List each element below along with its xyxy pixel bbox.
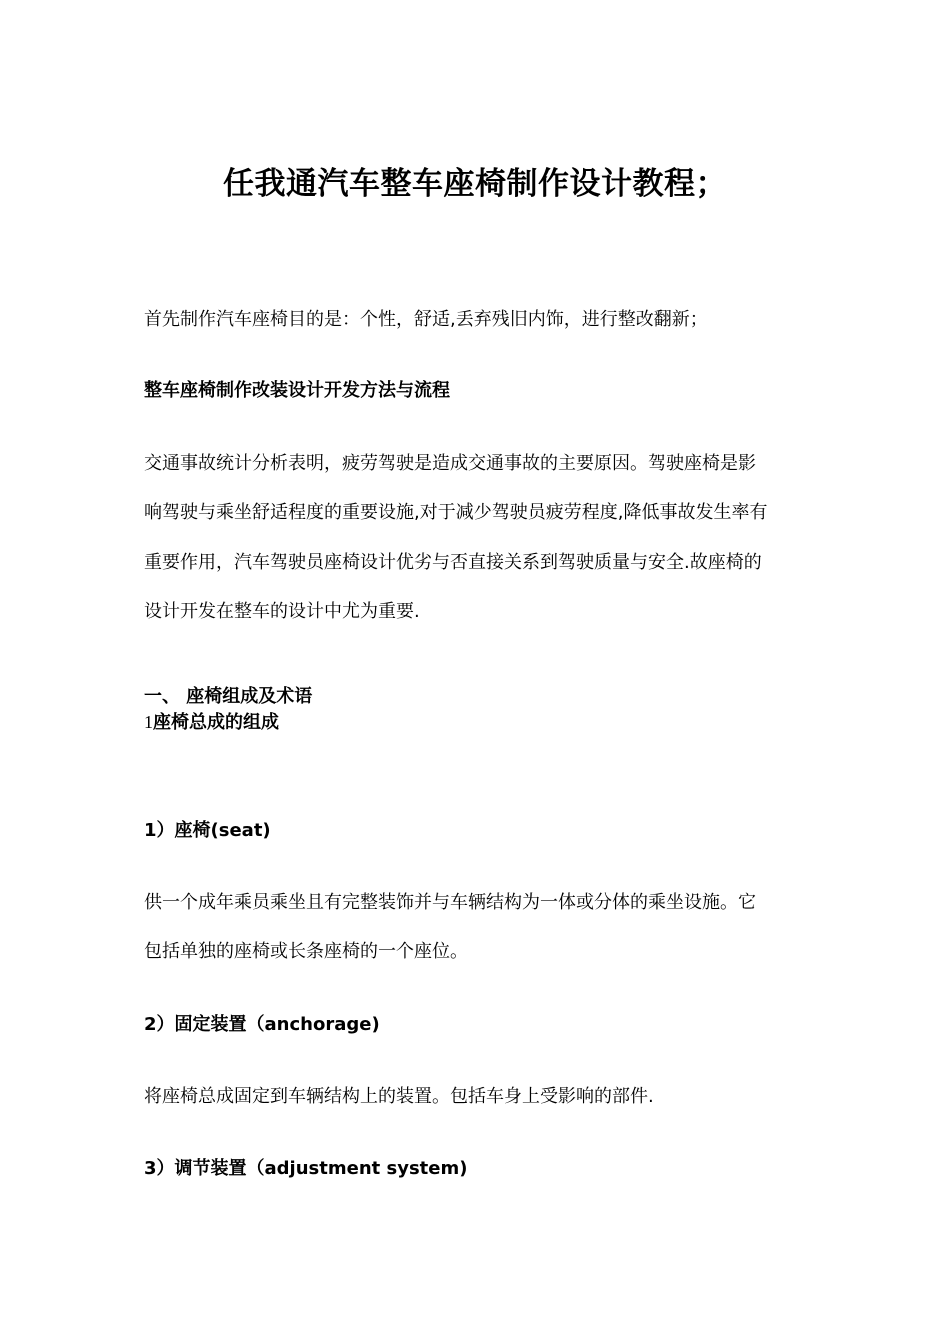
- intro-text: 首先制作汽车座椅目的是：个性，舒适,丢弃残旧内饰，进行整改翻新；: [144, 309, 708, 330]
- subsection-number: 1: [144, 712, 153, 732]
- subsection-heading: [144, 709, 279, 736]
- paragraph-line: 交通事故统计分析表明，疲劳驾驶是造成交通事故的主要原因。驾驶座椅是影: [144, 453, 756, 474]
- item-line: 将座椅总成固定到车辆结构上的装置。包括车身上受影响的部件.: [144, 1086, 654, 1107]
- document-title: 任我通汽车整车座椅制作设计教程；: [223, 166, 727, 202]
- paragraph-line: 设计开发在整车的设计中尤为重要.: [144, 601, 420, 622]
- item-line: 供一个成年乘员乘坐且有完整装饰并与车辆结构为一体或分体的乘坐设施。它: [144, 892, 756, 913]
- subsection-title: 座椅总成的组成: [153, 712, 279, 733]
- chapter-heading: 一、 座椅组成及术语: [144, 686, 313, 707]
- item-heading: 2）固定装置（anchorage): [144, 1014, 380, 1035]
- paragraph-line: 响驾驶与乘坐舒适程度的重要设施,对于减少驾驶员疲劳程度,降低事故发生率有: [144, 502, 768, 523]
- item-heading: 3）调节装置（adjustment system): [144, 1158, 468, 1179]
- section-heading: 整车座椅制作改装设计开发方法与流程: [144, 380, 450, 401]
- item-line: 包括单独的座椅或长条座椅的一个座位。: [144, 941, 468, 962]
- paragraph-line: 重要作用，汽车驾驶员座椅设计优劣与否直接关系到驾驶质量与安全.故座椅的: [144, 552, 762, 573]
- item-heading: 1）座椅(seat): [144, 820, 271, 841]
